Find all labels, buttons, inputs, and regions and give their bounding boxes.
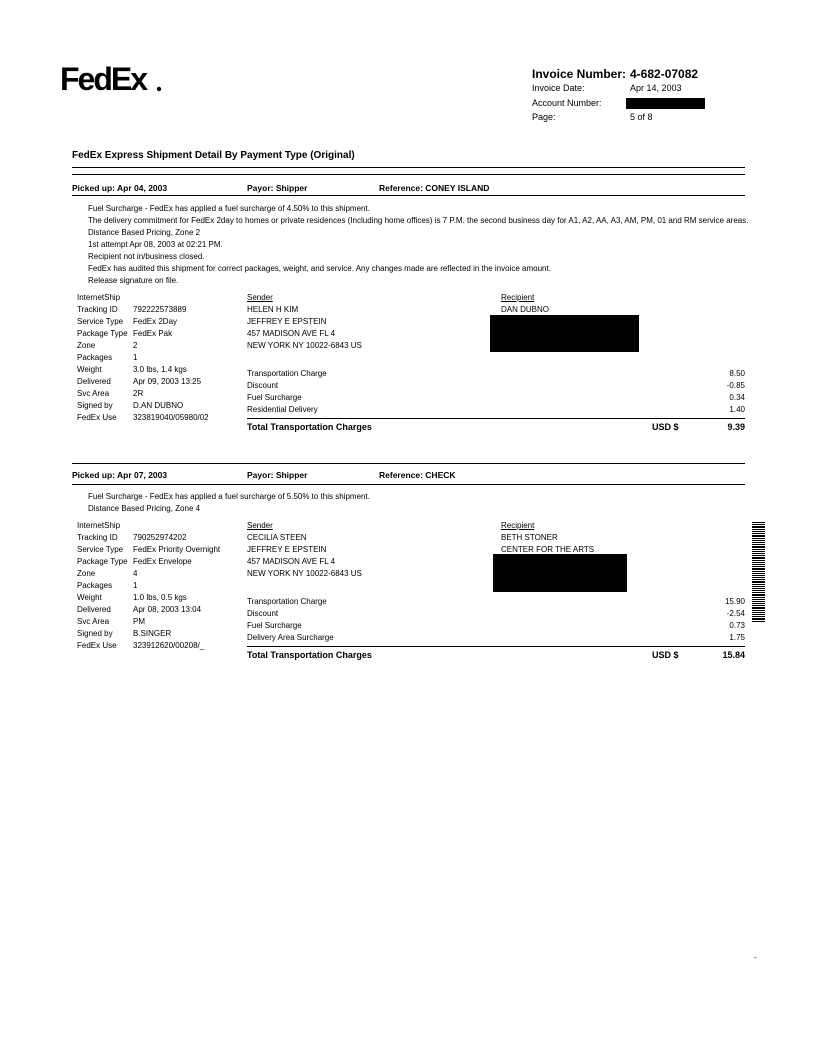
page-barcode: [752, 522, 765, 623]
fedex-use: 323819040/05980/02: [133, 413, 209, 422]
recipient-heading: Recipient: [501, 293, 535, 302]
package-type: FedEx Envelope: [133, 557, 192, 566]
label-service-type: Service Type: [77, 317, 124, 326]
fedex-logo: [60, 60, 164, 96]
reference: Reference: CHECK: [379, 470, 456, 480]
label-package-type: Package Type: [77, 557, 128, 566]
recipient-address-redaction: [490, 315, 639, 352]
label-signed-by: Signed by: [77, 401, 113, 410]
reference: Reference: CONEY ISLAND: [379, 183, 490, 193]
recipient-line: BETH STONER: [501, 533, 558, 542]
label-weight: Weight: [77, 365, 102, 374]
label-service-type: Service Type: [77, 545, 124, 554]
divider: [247, 418, 745, 419]
charge-amount: -0.85: [726, 381, 745, 390]
sender-line: JEFFREY E EPSTEIN: [247, 545, 327, 554]
charge-amount: 8.50: [729, 369, 745, 378]
zone: 2: [133, 341, 138, 350]
invoice-date-label: Invoice Date:: [532, 83, 585, 93]
sender-line: NEW YORK NY 10022-6843 US: [247, 569, 362, 578]
recipient-line: CENTER FOR THE ARTS: [501, 545, 595, 554]
packages: 1: [133, 581, 138, 590]
charge-amount: 0.73: [729, 621, 745, 630]
label-svc-area: Svc Area: [77, 617, 110, 626]
note-line: The delivery commitment for FedEx 2day to homes or private residences (Including home offices) is 7 P.M. the second business day for A1, A2, AA, A3, AM, PM, 01 and RM service areas.: [88, 216, 749, 225]
label-zone: Zone: [77, 341, 96, 350]
charge-labels: [247, 596, 334, 644]
recipient-block: [501, 292, 549, 316]
shipment-notes: [88, 491, 370, 515]
charge-amounts: [665, 368, 745, 416]
currency: USD $: [652, 422, 679, 432]
footer-mark: -: [754, 953, 757, 962]
account-number-label: Account Number:: [532, 98, 602, 108]
shipment-details-labels: [77, 520, 128, 652]
tracking-id: 790252974202: [133, 533, 187, 542]
total-amount: 15.84: [722, 650, 745, 660]
sender-line: 457 MADISON AVE FL 4: [247, 557, 336, 566]
recipient-heading: Recipient: [501, 521, 535, 530]
account-number-redaction: [626, 98, 705, 109]
charge-amount: 15.90: [724, 597, 745, 606]
shipment-details-values: [133, 532, 220, 652]
charge-label: Fuel Surcharge: [247, 621, 302, 630]
charge-label: Delivery Area Surcharge: [247, 633, 334, 642]
note-line: Distance Based Pricing, Zone 4: [88, 504, 201, 513]
charge-amount: 1.75: [729, 633, 745, 642]
total-label: Total Transportation Charges: [247, 650, 372, 660]
shipment-details-labels: [77, 292, 128, 424]
label-weight: Weight: [77, 593, 102, 602]
charge-label: Fuel Surcharge: [247, 393, 302, 402]
payor: Payor: Shipper: [247, 470, 308, 480]
charge-amount: 1.40: [729, 405, 745, 414]
pickup-date: Picked up: Apr 04, 2003: [72, 183, 168, 193]
fedex-use: 323912620/00208/_: [133, 641, 205, 650]
currency: USD $: [652, 650, 679, 660]
sender-heading: Sender: [247, 521, 273, 530]
divider: [72, 463, 745, 464]
invoice-number: 4-682-07082: [630, 67, 699, 81]
label-tracking-id: Tracking ID: [77, 533, 118, 542]
recipient-block: [501, 520, 594, 556]
signed-by: D.AN DUBNO: [133, 401, 184, 410]
charge-labels: [247, 368, 327, 416]
signed-by: B.SINGER: [133, 629, 172, 638]
divider: [72, 174, 745, 175]
fedex-logo-text: FedEx: [60, 61, 147, 96]
invoice-number-label: Invoice Number:: [532, 67, 627, 81]
charge-label: Transportation Charge: [247, 597, 327, 606]
sender-line: NEW YORK NY 10022-6843 US: [247, 341, 362, 350]
sender-block: [247, 520, 362, 580]
divider: [247, 646, 745, 647]
tracking-id: 792222573889: [133, 305, 187, 314]
weight: 3.0 lbs, 1.4 kgs: [133, 365, 187, 374]
note-line: FedEx has audited this shipment for correct packages, weight, and service. Any changes made are reflected in the invoice amount.: [88, 264, 551, 273]
shipment-details-values: [133, 304, 209, 424]
sender-line: CECILIA STEEN: [247, 533, 307, 542]
label-delivered: Delivered: [77, 605, 111, 614]
pickup-date: Picked up: Apr 07, 2003: [72, 470, 168, 480]
charge-label: Discount: [247, 381, 279, 390]
delivered: Apr 09, 2003 13:25: [133, 377, 202, 386]
sender-line: 457 MADISON AVE FL 4: [247, 329, 336, 338]
total-label: Total Transportation Charges: [247, 422, 372, 432]
sender-block: [247, 292, 362, 352]
payor: Payor: Shipper: [247, 183, 308, 193]
packages: 1: [133, 353, 138, 362]
note-line: Distance Based Pricing, Zone 2: [88, 228, 201, 237]
charge-amount: -2.54: [726, 609, 745, 618]
label-zone: Zone: [77, 569, 96, 578]
ship-method: InternetShip: [77, 521, 121, 530]
note-line: 1st attempt Apr 08, 2003 at 02:21 PM.: [88, 240, 223, 249]
page-number: 5 of 8: [630, 112, 653, 122]
label-svc-area: Svc Area: [77, 389, 110, 398]
total-amount: 9.39: [727, 422, 745, 432]
label-delivered: Delivered: [77, 377, 111, 386]
label-tracking-id: Tracking ID: [77, 305, 118, 314]
divider: [72, 484, 745, 485]
invoice-date: Apr 14, 2003: [630, 83, 682, 93]
sender-heading: Sender: [247, 293, 273, 302]
note-line: Fuel Surcharge - FedEx has applied a fuel surcharge of 4.50% to this shipment.: [88, 204, 370, 213]
sender-line: JEFFREY E EPSTEIN: [247, 317, 327, 326]
label-package-type: Package Type: [77, 329, 128, 338]
service-type: FedEx Priority Overnight: [133, 545, 221, 554]
weight: 1.0 lbs, 0.5 kgs: [133, 593, 187, 602]
page-label: Page:: [532, 112, 556, 122]
recipient-line: DAN DUBNO: [501, 305, 550, 314]
charge-label: Discount: [247, 609, 279, 618]
svc-area: PM: [133, 617, 145, 626]
note-line: Recipient not in/business closed.: [88, 252, 205, 261]
label-fedex-use: FedEx Use: [77, 413, 117, 422]
ship-method: InternetShip: [77, 293, 121, 302]
sender-line: HELEN H KIM: [247, 305, 299, 314]
charge-amount: 0.34: [729, 393, 745, 402]
divider: [72, 167, 745, 168]
note-line: Release signature on file.: [88, 276, 179, 285]
charge-label: Residential Delivery: [247, 405, 318, 414]
recipient-address-redaction: [493, 554, 627, 592]
note-line: Fuel Surcharge - FedEx has applied a fuel surcharge of 5.50% to this shipment.: [88, 492, 370, 501]
label-fedex-use: FedEx Use: [77, 641, 117, 650]
package-type: FedEx Pak: [133, 329, 173, 338]
charge-amounts: [665, 596, 745, 644]
section-title: FedEx Express Shipment Detail By Payment Type (Original): [72, 150, 355, 161]
label-packages: Packages: [77, 353, 113, 362]
label-packages: Packages: [77, 581, 113, 590]
charge-label: Transportation Charge: [247, 369, 327, 378]
svc-area: 2R: [133, 389, 144, 398]
shipment-notes: [88, 203, 778, 287]
divider: [72, 195, 745, 196]
service-type: FedEx 2Day: [133, 317, 178, 326]
delivered: Apr 08, 2003 13:04: [133, 605, 202, 614]
label-signed-by: Signed by: [77, 629, 113, 638]
zone: 4: [133, 569, 138, 578]
